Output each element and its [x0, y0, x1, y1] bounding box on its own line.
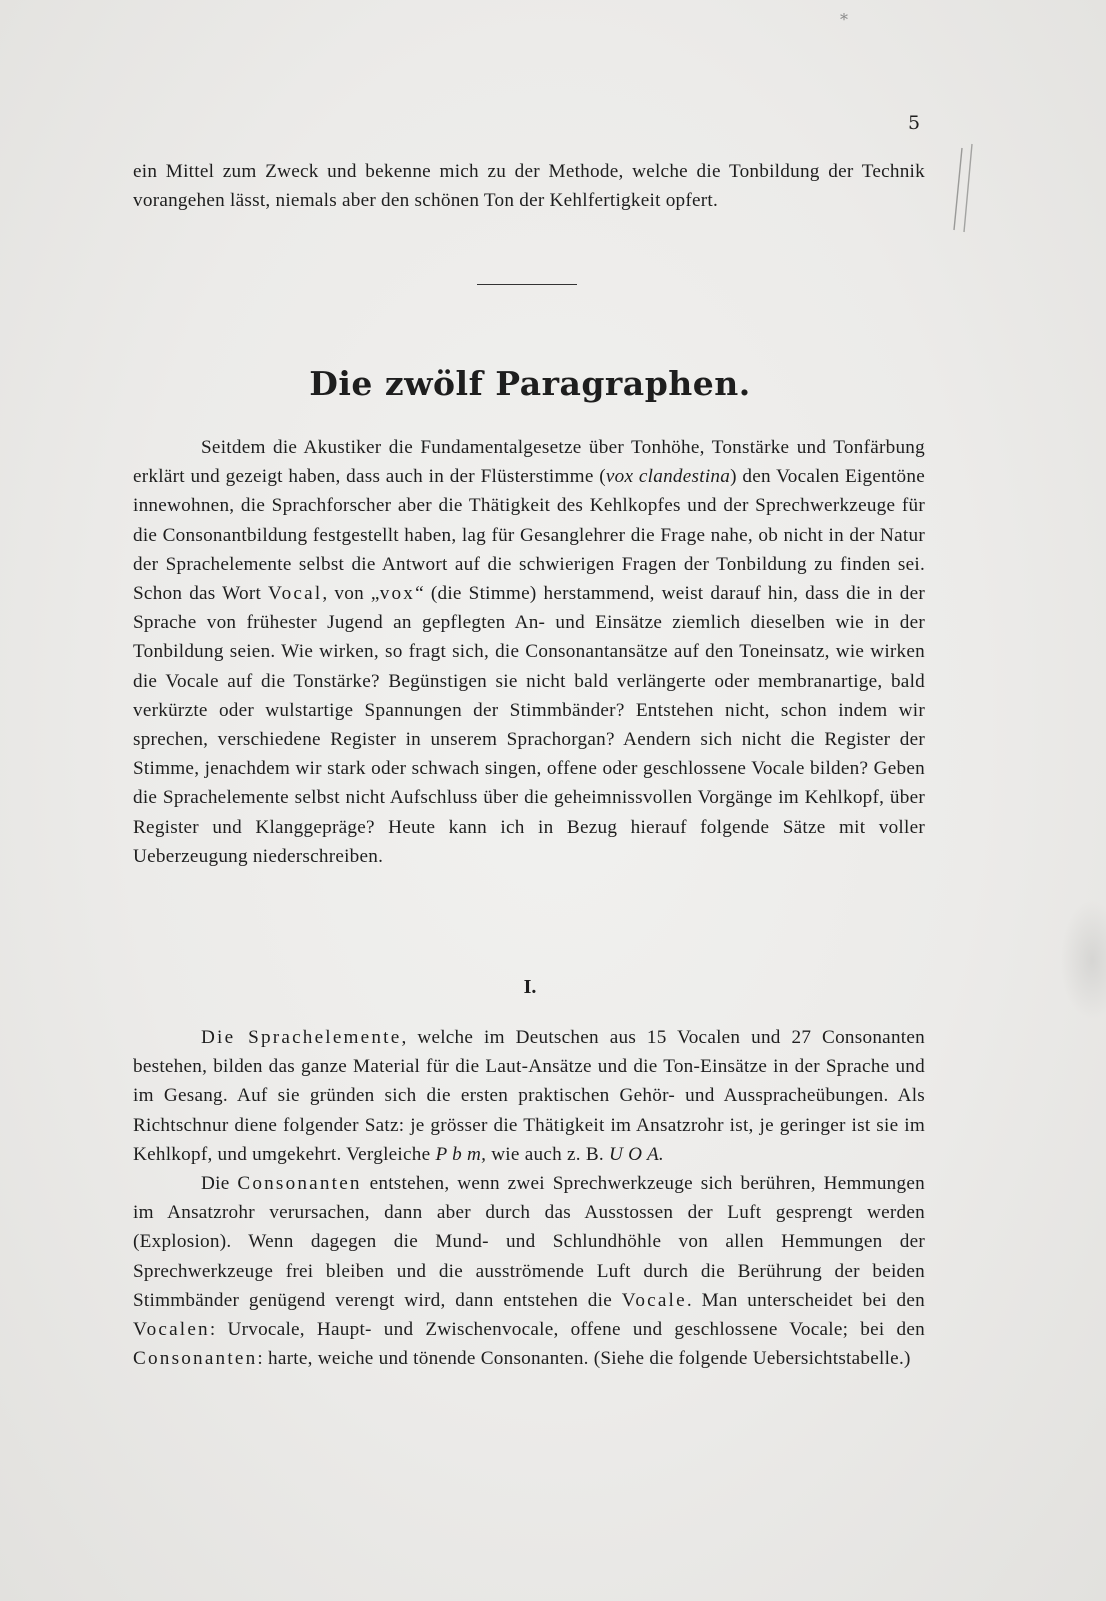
- spaced-term: Consonanten: [237, 1173, 362, 1195]
- spaced-term: vox: [379, 583, 416, 605]
- spaced-term: Vocal: [268, 583, 323, 605]
- spaced-term: Vocalen: [133, 1319, 210, 1341]
- intro-paragraph: [133, 157, 925, 215]
- latin-term: vox clandestina: [605, 466, 731, 488]
- main-text: Seitdem die Akustiker die Fundamentalgesetze über Tonhöhe, Tonstärke und Tonfärbung erklärt und gezeigt haben, dass auch in der Flüsterstimme (vox clandestina) den Vocalen Eigentöne innewohnen, die Sprachforscher aber die Thätigkeit des Kehlkopfes und der Sprechwerkzeuge für die Consonantbildung festgestellt haben, lag für Gesanglehrer die Frage nahe, ob nicht in der Natur der Sprachelemente selbst die Antwort auf die schwierigen Fragen der Tonbildung zu finden sei. Schon das Wort Vocal, von „vox“ (die Stimme) herstammend, weist darauf hin, dass die in der Sprache von frühester Jugend an gepflegten An- und Einsätze ziemlich dieselben wie in der Tonbildung seien. Wie wirken, so fragt sich, die Consonantansätze auf den Toneinsatz, wie wirken die Vocale auf die Tonstärke? Begünstigen sie nicht bald verlängerte oder membranartige, bald verkürzte oder wulstartige Spannungen der Stimmbänder? Entstehen nicht, schon indem wir sprechen, verschiedene Register in unserem Sprachorgan? Aendern sich nicht die Register der Stimme, jenachdem wir stark oder schwach singen, offene oder geschlossene Vocale bilden? Geben die Sprachelemente selbst nicht Aufschluss über die geheimnissvollen Vorgänge im Kehlkopf, über Register und Klanggepräge? Heute kann ich in Bezug hierauf folgende Sätze mit voller Ueberzeugung niederschreiben.: [133, 437, 925, 867]
- section-heading: I.: [523, 976, 537, 998]
- page-number: 5: [908, 112, 921, 134]
- section-one-paragraph-2: Die Consonanten entstehen, wenn zwei Sprechwerkzeuge sich berühren, Hemmungen im Ansatzrohr verursachen, dann aber durch das Ausstossen der Luft gesprengt werden (Explosion). Wenn dagegen die Mund- und Schlundhöhle von allen Hemmungen der Sprechwerkzeuge frei bleiben und die ausströmende Luft durch die Berührung der beiden Stimmbänder genügend verengt wird, dann entstehen die Vocale. Man unterscheidet bei den Vocalen: Urvocale, Haupt- und Zwischenvocale, offene und geschlossene Vocale; bei den Consonanten: harte, weiche und tönende Consonanten. (Siehe die folgende Uebersichtstabelle.): [133, 1173, 925, 1370]
- section-divider: [477, 284, 577, 285]
- section-one-body: [133, 1023, 925, 1373]
- spaced-term: Die Sprachelemente: [201, 1027, 402, 1048]
- spaced-term: Vocale: [621, 1289, 687, 1311]
- paper-speck: *: [840, 10, 848, 29]
- margin-pencil-mark: [950, 140, 980, 240]
- spaced-term: Consonanten: [133, 1348, 258, 1370]
- main-paragraph: [133, 433, 925, 871]
- italic-letters: U O A.: [608, 1143, 664, 1165]
- chapter-title: Die zwölf Paragraphen.: [309, 364, 751, 403]
- intro-text: ein Mittel zum Zweck und bekenne mich zu der Methode, welche die Tonbildung der Technik vorangehen lässt, niemals aber den schönen Ton der Kehlfertigkeit opfert.: [133, 161, 925, 212]
- section-one-paragraph-1: Die Sprachelemente, welche im Deutschen aus 15 Vocalen und 27 Consonanten bestehen, bilden das ganze Material für die Laut-Ansätze und die Ton-Einsätze in der Sprache und im Gesang. Auf sie gründen sich die ersten praktischen Gehör- und Ausspracheübungen. Als Richtschnur diene folgender Satz: je grösser die Thätigkeit im Ansatzrohr ist, je geringer ist sie im Kehlkopf, und umgekehrt. Vergleiche P b m, wie auch z. B. U O A.: [133, 1027, 925, 1165]
- page-edge-shadow: [1060, 900, 1106, 1020]
- italic-letters: P b m,: [435, 1143, 487, 1165]
